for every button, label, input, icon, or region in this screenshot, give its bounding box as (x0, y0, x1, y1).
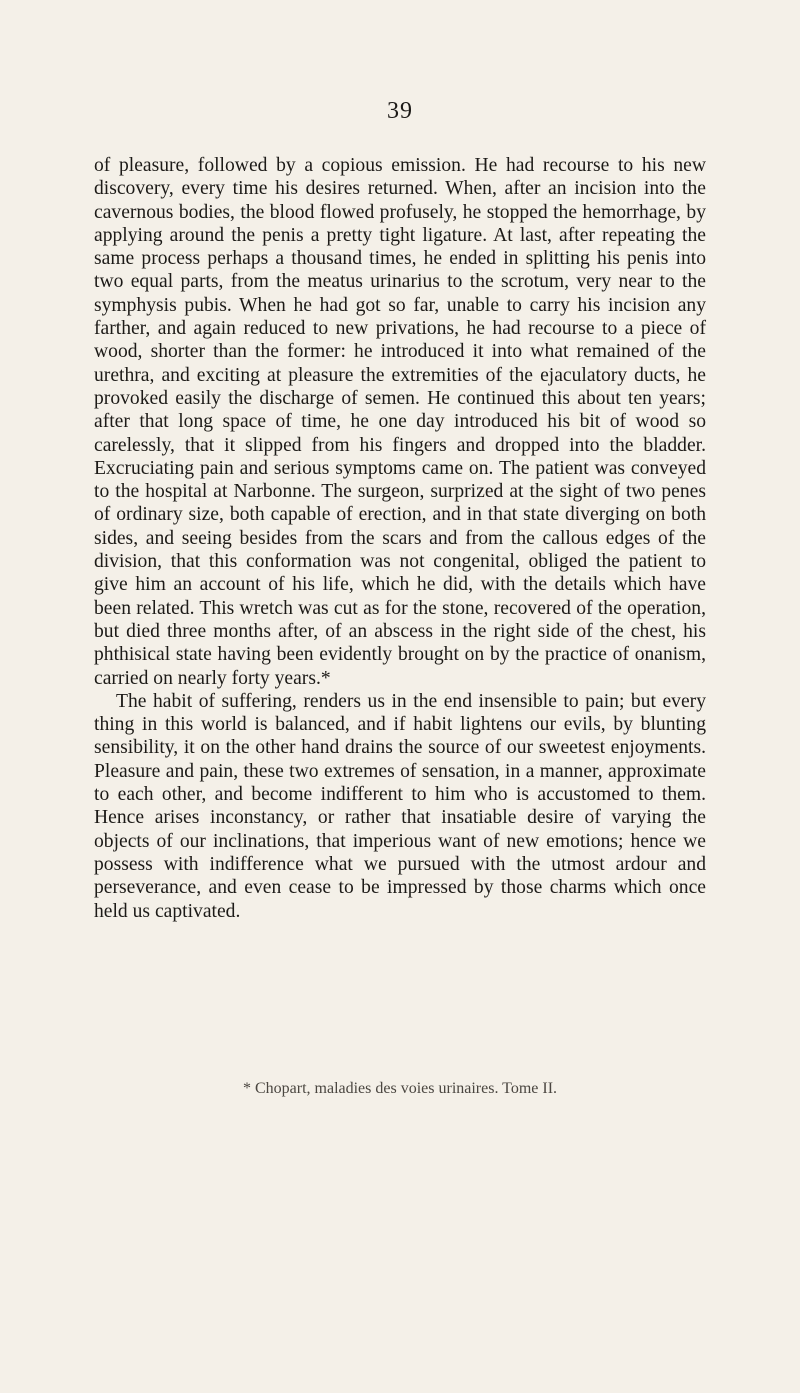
footnote: * Chopart, maladies des voies urinaires. Tome II. (242, 1080, 558, 1097)
page-number: 39 (387, 98, 413, 124)
paragraph-2: The habit of suffering, renders us in the end insensible to pain; but every thing in this world is balanced, and if habit lightens our evils, by blunting sensibility, it on the other hand drains the source of our sweetest enjoyments. Pleasure and pain, these two extremes of sensation, in a manner, approximate to each other, and become indifferent to him who is accustomed to them. Hence arises inconstancy, or rather that insatiable desire of varying the objects of our inclinations, that imperious want of new emotions; hence we possess with indifference what we pursued with the utmost ardour and perseverance, and even cease to be impressed by those charms which once held us captivated. (94, 690, 706, 922)
paragraph-1: of pleasure, followed by a copious emission. He had recourse to his new discovery, every time his desires returned. When, after an incision into the cavernous bodies, the blood flowed profusely, he stopped the hemorrhage, by applying around the penis a pretty tight ligature. At last, after repeating the same process perhaps a thousand times, he ended in splitting his penis into two equal parts, from the meatus urinarius to the scrotum, very near to the symphysis pubis. When he had got so far, unable to carry his incision any farther, and again reduced to new privations, he had recourse to a piece of wood, shorter than the former: he introduced it into what remained of the urethra, and exciting at pleasure the extremities of the ejaculatory ducts, he provoked easily the discharge of semen. He continued this about ten years; after that long space of time, he one day introduced his bit of wood so carelessly, that it slipped from his fingers and dropped into the bladder. Excruciating pain and serious symptoms came on. The patient was conveyed to the hospital at Narbonne. The surgeon, surprized at the sight of two penes of ordinary size, both capable of erection, and in that state diverging on both sides, and seeing besides from the scars and from the callous edges of the division, that this conformation was not congenital, obliged the patient to give him an account of his life, which he did, with the details which have been related. This wretch was cut as for the stone, recovered of the operation, but died three months after, of an abscess in the right side of the chest, his phthisical state having been evidently brought on by the practice of onanism, carried on nearly forty years.* (94, 155, 706, 689)
body-text (94, 154, 706, 923)
